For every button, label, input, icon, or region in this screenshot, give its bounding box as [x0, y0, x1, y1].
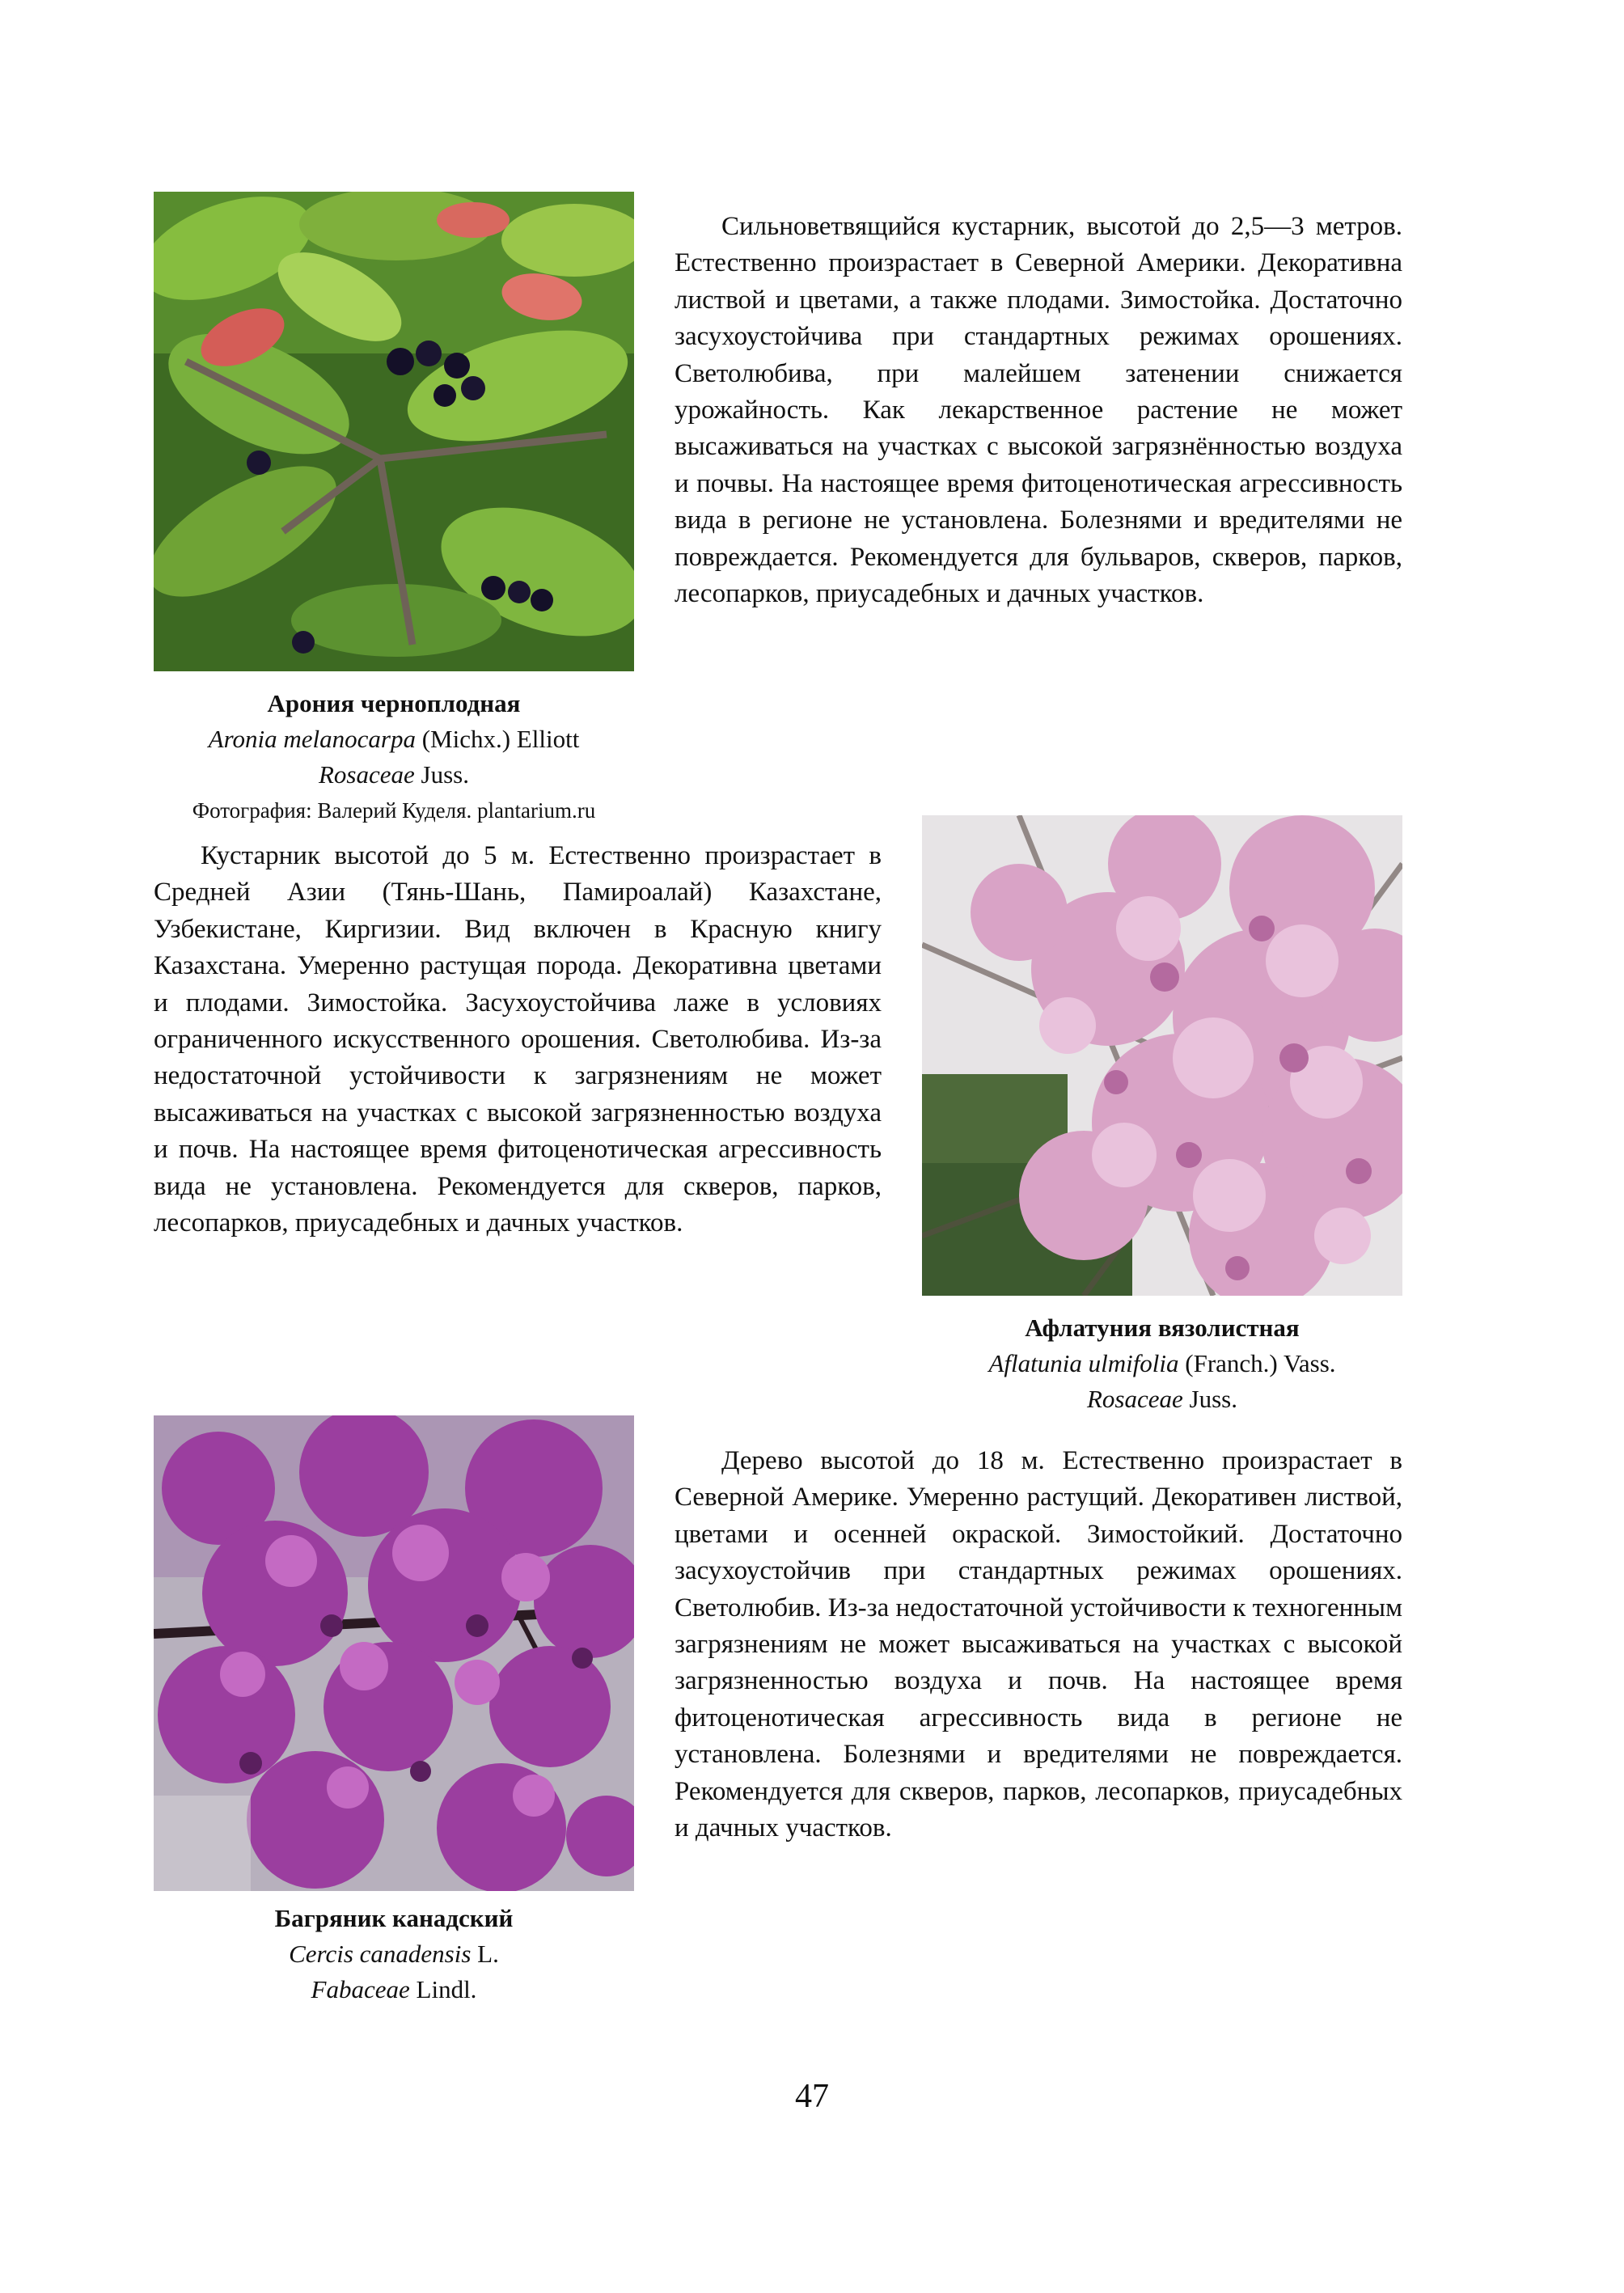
aflatunia-blossom-photo	[922, 815, 1402, 1296]
aronia-latin-author: (Michx.) Elliott	[415, 725, 580, 753]
aflatunia-family-author: Juss.	[1182, 1385, 1237, 1413]
aflatunia-caption	[922, 1310, 1402, 1417]
aronia-family	[154, 757, 634, 793]
cercis-flowers-photo	[154, 1415, 634, 1891]
aronia-description-text: Сильноветвящийся кустарник, высотой до 2,5—3 метров. Естественно произрастает в Северной Америки. Декоративна листвой и цветами, а также плодами. Зимостойка. Достаточно засухоустойчива при стандартных режимах орошениях. Светолюбива, при малейшем затенении снижается урожайность. Как лекарственное растение не может высаживаться на участках с высокой загрязнённостью воздуха и почвы. На настоящее время фитоценотическая агрессивность вида в регионе не установлена. Болезнями и вредителями не повреждается. Рекомендуется для бульваров, скверов, парков, лесопарков, приусадебных и дачных участков.	[675, 212, 1402, 609]
cercis-family	[154, 1972, 634, 2007]
aronia-family-name: Rosaceae	[319, 760, 415, 789]
cercis-common-name: Багряник канадский	[274, 1904, 514, 1932]
aronia-latin-name	[154, 721, 634, 757]
cercis-description-text: Дерево высотой до 18 м. Естественно произрастает в Северной Америке. Умеренно растущий. Декоративен листвой, цветами и осенней окраской. Зимостойкий. Достаточно засухоустойчив при стандартных режимах орошениях. Светолюбив. Из-за недостаточной устойчивости к техногенным загрязнениям не может высаживаться на участках с высокой загрязненностью воздуха и почв. На настоящее время фитоценотическая агрессивность вида в регионе не установлена. Болезнями и вредителями не повреждается. Рекомендуется для скверов, парков, лесопарков, приусадебных и дачных участков.	[675, 1446, 1402, 1843]
aronia-common-name: Арония черноплодная	[267, 689, 521, 717]
aronia-latin-binomial: Aronia melanocarpa	[208, 725, 416, 753]
aflatunia-latin-binomial: Aflatunia ulmifolia	[988, 1349, 1179, 1377]
aflatunia-family-name: Rosaceae	[1087, 1385, 1183, 1413]
cercis-latin-name	[154, 1936, 634, 1972]
cercis-latin-binomial: Cercis canadensis	[289, 1940, 472, 1968]
cercis-description	[675, 1443, 1402, 1847]
aronia-caption	[154, 686, 634, 828]
aflatunia-common-name: Афлатуния вязолистная	[1025, 1314, 1300, 1342]
aflatunia-description	[154, 838, 882, 1242]
aflatunia-latin-author: (Franch.) Vass.	[1178, 1349, 1336, 1377]
aflatunia-family	[922, 1381, 1402, 1417]
aronia-berries-photo	[154, 192, 634, 671]
aronia-photo-credit: Фотография: Валерий Куделя. plantarium.ru	[192, 798, 596, 823]
cercis-family-author: Lindl.	[409, 1975, 477, 2003]
cercis-caption	[154, 1901, 634, 2007]
cercis-latin-author: L.	[471, 1940, 499, 1968]
aronia-description	[675, 209, 1402, 612]
aronia-family-author: Juss.	[414, 760, 469, 789]
aflatunia-description-text: Кустарник высотой до 5 м. Естественно произрастает в Средней Азии (Тянь-Шань, Памироалай) Казахстане, Узбекистане, Киргизии. Вид включен в Красную книгу Казахстана. Умеренно растущая порода. Декоративна цветами и плодами. Зимостойка. Засухоустойчива лаже в условиях ограниченного искусственного орошения. Светолюбива. Из-за недостаточной устойчивости к загрязнениям не может высаживаться на участках с высокой загрязненностью воздуха и почв. На настоящее время фитоценотическая агрессивность вида не установлена. Рекомендуется для скверов, парков, лесопарков, приусадебных и дачных участков.	[154, 841, 882, 1238]
aflatunia-latin-name	[922, 1346, 1402, 1381]
cercis-family-name: Fabaceae	[311, 1975, 410, 2003]
page-number: 47	[795, 2078, 829, 2115]
